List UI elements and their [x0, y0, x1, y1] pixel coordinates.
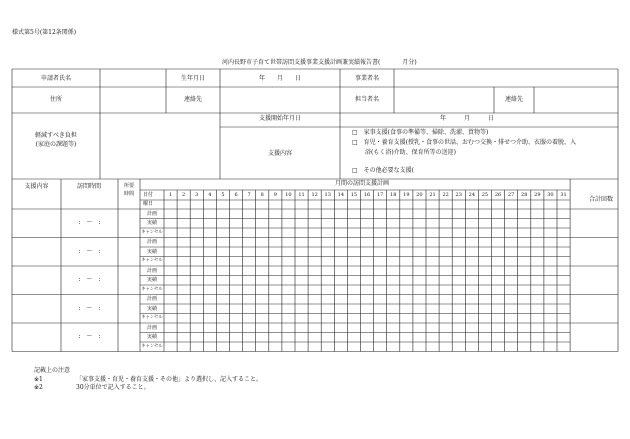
col-time-header: 訪問時間 [76, 183, 101, 190]
day-number: 3 [195, 192, 199, 198]
visit-time-field[interactable]: : ～ : [78, 276, 101, 283]
applicant-name-field[interactable] [100, 70, 166, 86]
actual-row-label: 実績 [146, 220, 157, 226]
business-name-field[interactable] [394, 70, 618, 86]
date-label: 日付 [143, 192, 154, 198]
day-number: 30 [547, 192, 554, 198]
day-number: 9 [273, 192, 277, 198]
note-key: ※2 [34, 384, 43, 391]
day-number: 26 [494, 192, 502, 198]
actual-row-label: 実績 [146, 334, 157, 340]
burden-label: 軽減すべき負担 [35, 132, 77, 139]
day-number: 15 [350, 192, 358, 198]
day-number: 5 [221, 192, 225, 198]
day-number: 25 [481, 192, 489, 198]
note-text: 「家事支援・育児・養育支援・その他」より選択し、記入すること。 [76, 375, 263, 383]
day-number: 23 [455, 192, 462, 198]
support-content-cell[interactable] [12, 323, 61, 352]
contact-label: 連絡先 [183, 96, 202, 103]
visit-time-field[interactable]: : ～ : [78, 247, 101, 255]
business-name-label: 事業者名 [354, 75, 379, 82]
day-number: 6 [234, 192, 238, 198]
option-housework[interactable]: □ 家事支援(食事の準備等、掃除、洗濯、買物等) [352, 129, 489, 136]
required-time-cell[interactable] [118, 323, 140, 352]
monthly-plan-header: 月間の訪問支援計画 [334, 180, 389, 187]
address-label: 住所 [49, 96, 62, 103]
day-number: 19 [403, 192, 410, 198]
weekday-label: 曜日 [143, 201, 154, 207]
birth-date-label: 生年月日 [180, 75, 205, 82]
cancel-row-label: キャンセル [141, 229, 163, 235]
day-number: 29 [534, 192, 541, 198]
form-title-text: 河内長野市子育て世帯訪問支援事業支援計画兼実績報告書( [222, 59, 381, 66]
day-number: 14 [337, 192, 345, 198]
support-content-cell[interactable] [12, 266, 61, 295]
day-number: 24 [468, 192, 476, 198]
option-childcare-cont: 浴(もく浴)介助、保育所等の送迎) [365, 149, 457, 156]
staff-contact-label: 連絡先 [504, 96, 523, 103]
cancel-row-label: キャンセル [141, 258, 163, 263]
address-field[interactable] [100, 88, 166, 113]
form-number: 様式第5号(第12条関係) [12, 29, 77, 36]
staff-name-field[interactable] [394, 88, 494, 113]
contact-field[interactable] [220, 88, 340, 113]
option-other[interactable]: □ その他必要な支援( [352, 167, 415, 174]
day-number: 13 [324, 192, 331, 198]
visit-time-field[interactable]: : ～ : [78, 333, 101, 340]
support-content-cell[interactable] [12, 295, 61, 324]
support-start-field[interactable]: 年 月 日 [440, 115, 495, 122]
plan-row-label: 計画 [146, 267, 157, 274]
day-number: 17 [376, 192, 384, 198]
burden-field[interactable] [100, 114, 220, 179]
cancel-row-label: キャンセル [141, 343, 163, 349]
required-time-cell[interactable] [118, 295, 140, 324]
day-number: 4 [208, 192, 212, 198]
total-count-cell[interactable] [570, 209, 618, 238]
day-number: 16 [363, 192, 371, 198]
plan-row-label: 計画 [146, 296, 157, 302]
support-content-cell[interactable] [12, 238, 61, 267]
cancel-row-label: キャンセル [141, 286, 163, 292]
plan-row-label: 計画 [146, 239, 157, 245]
total-count-cell[interactable] [570, 295, 618, 324]
day-number: 1 [168, 192, 173, 198]
cancel-row-label: キャンセル [141, 315, 163, 320]
note-key: ※1 [34, 375, 43, 383]
form-title-month: 月分) [402, 59, 417, 66]
note-item [34, 376, 262, 385]
day-number: 11 [298, 192, 305, 198]
col-support-header: 支援内容 [24, 183, 49, 190]
total-count-header: 合計回数 [588, 196, 613, 203]
support-content-label: 支援内容 [267, 150, 292, 157]
required-time-cell[interactable] [118, 238, 140, 267]
visit-time-field[interactable]: : ～ : [78, 219, 101, 226]
day-number: 31 [560, 192, 567, 198]
total-count-cell[interactable] [570, 323, 618, 352]
day-number: 10 [285, 192, 292, 198]
required-time-cell[interactable] [118, 266, 140, 295]
notes-heading: 記載上の注意 [34, 367, 71, 374]
day-number: 20 [416, 192, 423, 198]
day-number: 22 [442, 192, 449, 198]
day-number: 28 [521, 192, 528, 198]
actual-row-label: 実績 [146, 277, 157, 283]
day-number: 12 [311, 192, 318, 198]
actual-row-label: 実績 [146, 305, 157, 312]
notes-section [34, 367, 262, 393]
support-start-label: 支援開始年月日 [258, 115, 301, 122]
plan-row-label: 計画 [146, 324, 157, 331]
actual-row-label: 実績 [146, 248, 157, 255]
col-req-header: 所要 [123, 183, 134, 189]
staff-contact-field[interactable] [534, 88, 618, 113]
option-childcare[interactable]: □ 育児・養育支援(授乳・食事の世話、おむつ交換・排せつ介助、衣服の着脱、入 [352, 139, 577, 146]
total-count-cell[interactable] [570, 238, 618, 267]
note-item [34, 384, 262, 393]
day-number: 18 [390, 192, 397, 198]
day-number: 27 [507, 192, 515, 198]
support-content-cell[interactable] [12, 209, 61, 238]
total-count-cell[interactable] [570, 266, 618, 295]
day-number: 2 [182, 192, 186, 198]
burden-label-sub: (家庭の課題等) [35, 141, 77, 148]
visit-time-field[interactable]: : ～ : [78, 304, 101, 312]
applicant-name-label: 申請者氏名 [40, 75, 71, 82]
day-number: 8 [260, 192, 264, 198]
staff-name-label: 担当者名 [354, 96, 379, 103]
required-time-cell[interactable] [118, 209, 140, 238]
day-number: 21 [429, 192, 436, 198]
plan-row-label: 計画 [146, 210, 157, 217]
birth-date-field[interactable]: 年 月 日 [258, 75, 301, 82]
day-number: 7 [247, 192, 251, 198]
col-req-header-2: 時間 [123, 191, 134, 197]
note-text: 30分単位で記入すること。 [76, 384, 150, 391]
